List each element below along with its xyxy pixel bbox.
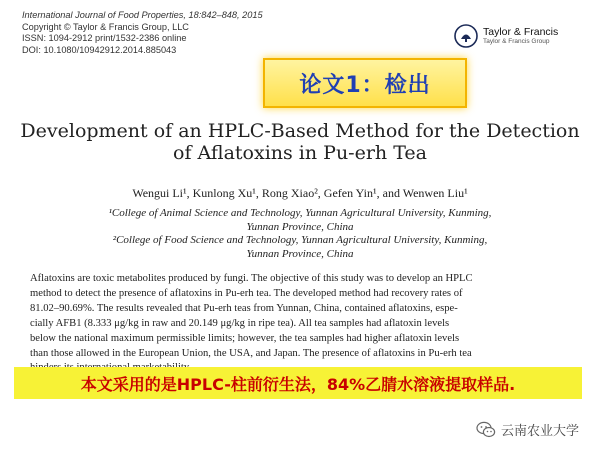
copyright-line: Copyright © Taylor & Francis Group, LLC [22,21,189,32]
issn-line: ISSN: 1094-2912 print/1532-2386 online [22,33,187,44]
banner-text: 论文1：检出 [299,72,431,98]
affiliation-1-line-2: Yunnan Province, China [246,220,354,233]
doi-line: DOI: 10.1080/10942912.2014.885043 [22,44,177,55]
taylor-francis-logo-icon [454,24,478,48]
abstract-line: 81.02–90.69%. The results revealed that Pu-erh teas from Yunnan, China, contained aflatoxins, espe- [30,302,458,314]
publisher-group: Taylor & Francis Group [483,37,550,45]
journal-header [22,10,263,56]
publisher-text [483,26,558,47]
author-list: Wengui Li¹, Kunlong Xu¹, Rong Xiao², Gefen Yin¹, and Wenwen Liu¹ [132,186,468,200]
affiliation-2-line-2: Yunnan Province, China [246,247,354,260]
publisher-logo [454,24,558,48]
method-highlight-box [14,367,582,399]
wechat-icon [476,421,496,439]
affiliation-2 [0,234,600,261]
journal-citation: International Journal of Food Properties, 18:842–848, 2015 [22,10,263,20]
abstract [30,272,582,376]
affiliation-1 [0,207,600,234]
affiliation-1-line-1: ¹College of Animal Science and Technology, Yunnan Agricultural University, Kunming, [108,207,492,219]
publisher-name: Taylor & Francis [483,25,559,38]
paper-title-line-2: of Aflatoxins in Pu-erh Tea [173,142,427,164]
affiliation-2-line-1: ²College of Food Science and Technology, Yunnan Agricultural University, Kunming, [112,234,488,246]
slide-banner [263,58,467,108]
abstract-line: Aflatoxins are toxic metabolites produced by fungi. The objective of this study was to develop an HPLC [30,273,473,284]
paper-title [0,120,600,164]
abstract-line: below the national maximum permissible limits; however, the tea samples had higher aflatoxin levels [30,332,460,344]
abstract-line: than those allowed in the European Union, the USA, and Japan. The presence of aflatoxins in Pu-erh tea [30,347,472,359]
wechat-watermark [476,420,579,439]
watermark-text: 云南农业大学 [501,424,580,439]
abstract-line: cially AFB1 (8.333 μg/kg in raw and 20.149 μg/kg in ripe tea). All tea samples had aflatoxin levels [30,317,450,329]
method-highlight-text: 本文采用的是HPLC-柱前衍生法，84%乙腈水溶液提取样品. [80,374,516,394]
abstract-line: method to detect the presence of aflatoxins in Pu-erh tea. The developed method had recovery rates of [30,287,463,299]
paper-title-line-1: Development of an HPLC-Based Method for the Detection [20,120,580,142]
